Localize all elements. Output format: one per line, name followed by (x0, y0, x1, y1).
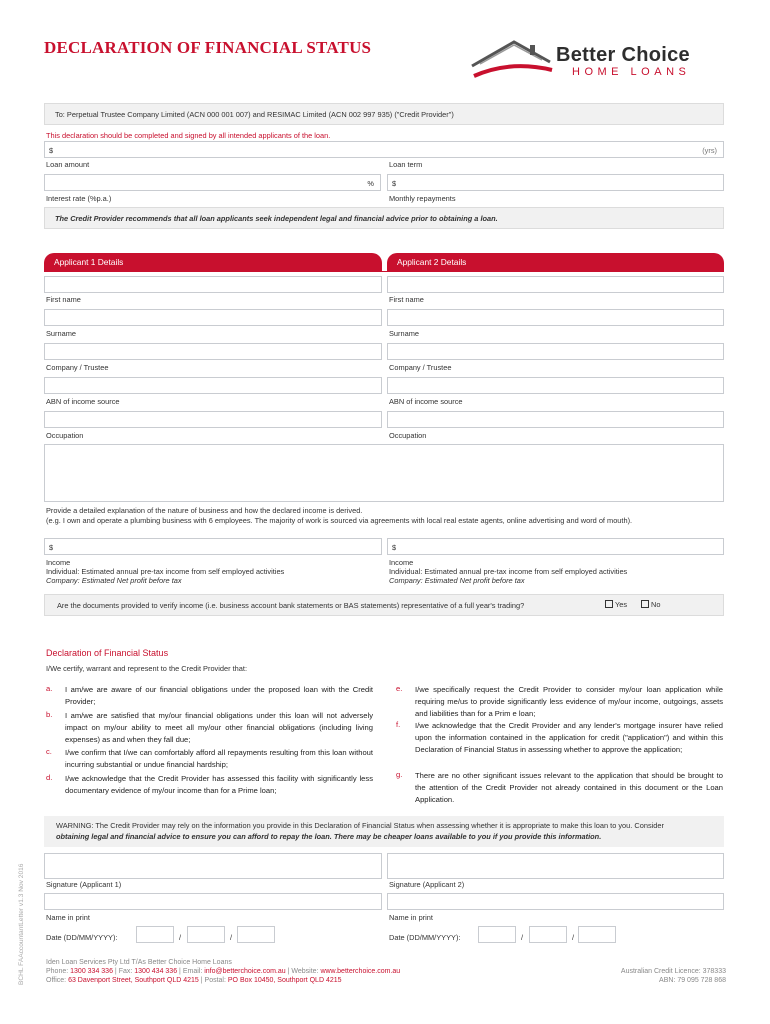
declaration-item-text: I/we confirm that I/we can comfortably afford all repayments resulting from this loan without incurring substantial or undue financial hardship; (65, 748, 373, 769)
a2-signature-input[interactable] (387, 853, 724, 879)
declaration-item-text: I am/we are satisfied that my/our financial obligations under this loan will not adversely impact on my/our ability to meet all my/our other financial obligations (including living expenses) as and when they fall due; (65, 711, 373, 744)
no-checkbox[interactable] (641, 600, 649, 608)
warning-line-2: obtaining legal and financial advice to ensure you can afford to repay the loan. There may be cheaper loans available to you if you provide this information. (56, 832, 602, 841)
a2-abn-label: ABN of income source (389, 397, 463, 406)
monthly-repayments-input[interactable] (387, 174, 724, 191)
loan-term-input[interactable] (387, 142, 723, 157)
a1-occupation-label: Occupation (46, 431, 84, 440)
docs-question: Are the documents provided to verify income (i.e. business account bank statements or BAS statements) representative of a full year's trading? (57, 601, 525, 610)
a1-surname-label: Surname (46, 329, 76, 338)
explanation-instruction: Provide a detailed explanation of the nature of business and how the declared income is derived. (46, 506, 363, 515)
a1-date-year-input[interactable] (237, 926, 275, 943)
declaration-heading: Declaration of Financial Status (46, 648, 169, 658)
footer-company: Iden Loan Services Pty Ltd T/As Better Choice Home Loans (46, 959, 232, 966)
a1-income-label: Income (46, 558, 71, 567)
a2-date-label: Date (DD/MM/YYYY): (389, 933, 461, 942)
a1-date-day-input[interactable] (136, 926, 174, 943)
a1-signature-input[interactable] (44, 853, 382, 879)
logo-main-text: Better Choice (556, 44, 690, 66)
currency-symbol: $ (49, 146, 54, 155)
website-label: Website: (291, 968, 319, 975)
declaration-item-letter: d. (46, 773, 53, 782)
a1-company-input[interactable] (44, 343, 382, 360)
yes-label: Yes (615, 600, 628, 609)
phone-value: 1300 334 336 (70, 968, 113, 975)
phone-label: Phone: (46, 968, 69, 975)
loan-amount-label: Loan amount (46, 160, 90, 169)
declaration-item-text: There are no other significant issues relevant to the application that should be brought to the attention of the Credit Provider not already contained in this document or the Loan Application. (415, 771, 723, 804)
a1-name-print-input[interactable] (44, 893, 382, 910)
a1-surname-input[interactable] (44, 309, 382, 326)
header-divider (44, 271, 724, 272)
postal-label: Postal: (204, 977, 226, 984)
warning-box (44, 816, 724, 847)
a2-income-input[interactable] (387, 538, 724, 555)
a2-income-company: Company: Estimated Net profit before tax (389, 576, 525, 585)
brand-logo (470, 36, 730, 82)
declaration-intro: I/We certify, warrant and represent to the Credit Provider that: (46, 664, 248, 673)
yrs-suffix: (yrs) (702, 146, 717, 155)
a2-date-slash-2: / (572, 933, 575, 942)
to-line-box (44, 103, 724, 125)
loan-term-label: Loan term (389, 160, 423, 169)
applicant2-header: Applicant 2 Details (387, 253, 724, 272)
interest-rate-input[interactable] (44, 174, 381, 191)
a2-signature-label: Signature (Applicant 2) (389, 880, 465, 889)
side-version-text: BCHL FAAccountantLetter v1.3 Nov 2016 (18, 863, 25, 985)
a2-first-name-label: First name (389, 295, 424, 304)
fax-label: Fax: (118, 968, 133, 975)
postal-value: PO Box 10450, Southport QLD 4215 (227, 977, 342, 984)
declaration-item-letter: f. (396, 720, 401, 729)
a1-income-label-block (46, 558, 284, 585)
footer-contact-line: Phone: 1300 334 336 | Fax: 1300 434 336 | Email: info@betterchoice.com.au | Website: www.betterchoice.com.au (46, 968, 401, 975)
house-roof-icon (470, 36, 560, 82)
declaration-item-letter: a. (46, 684, 53, 693)
no-option[interactable] (641, 600, 660, 609)
a2-income-label: Income (389, 558, 414, 567)
repay-currency: $ (392, 179, 397, 188)
a2-company-input[interactable] (387, 343, 724, 360)
logo-sub-text: HOME LOANS (572, 66, 691, 78)
email-label: Email: (182, 968, 203, 975)
a1-income-input[interactable] (44, 538, 382, 555)
a1-occupation-input[interactable] (44, 411, 382, 428)
docs-question-box (44, 594, 724, 616)
explanation-example: (e.g. I own and operate a plumbing business with 6 employees. The majority of work is sourced via agreements with local real estate agents, online advertising and word of mouth). (46, 516, 633, 525)
a1-name-print-label: Name in print (46, 913, 90, 922)
advice-notice: The Credit Provider recommends that all loan applicants seek independent legal and financial advice prior to obtaining a loan. (55, 214, 498, 223)
declaration-item-letter: e. (396, 684, 403, 693)
a2-name-print-input[interactable] (387, 893, 724, 910)
footer-licence: Australian Credit Licence: 378333 (620, 968, 726, 975)
a1-date-label: Date (DD/MM/YYYY): (46, 933, 118, 942)
declaration-item-text: I/we specifically request the Credit Provider to consider my/our loan application while requiring me/us to provide significantly less evidence of my/our income, outgoings, assets and liabilities than for a Prim e loan; (415, 685, 723, 718)
office-value: 63 Davenport Street, Southport QLD 4215 (68, 977, 199, 984)
a1-first-name-input[interactable] (44, 276, 382, 293)
a1-signature-label: Signature (Applicant 1) (46, 880, 122, 889)
a2-occupation-label: Occupation (389, 431, 427, 440)
percent-suffix: % (367, 179, 374, 188)
instruction-text: This declaration should be completed and signed by all intended applicants of the loan. (46, 131, 331, 140)
a2-date-year-input[interactable] (578, 926, 616, 943)
yes-checkbox[interactable] (605, 600, 613, 608)
applicant1-header: Applicant 1 Details (44, 253, 382, 272)
advice-notice-box (44, 207, 724, 229)
a1-company-label: Company / Trustee (46, 363, 109, 372)
page-title: DECLARATION OF FINANCIAL STATUS (44, 38, 372, 57)
a2-first-name-input[interactable] (387, 276, 724, 293)
a2-name-print-label: Name in print (389, 913, 433, 922)
a1-abn-input[interactable] (44, 377, 382, 394)
office-label: Office: (46, 977, 67, 984)
a2-surname-input[interactable] (387, 309, 724, 326)
loan-amount-input[interactable] (45, 142, 385, 157)
declaration-item-letter: c. (46, 747, 52, 756)
email-link[interactable]: info@betterchoice.com.au (204, 968, 286, 975)
declaration-item-text: I am/we are aware of our financial obligations under the proposed loan with the Credit Provider; (65, 685, 373, 706)
footer-address-line: Office: 63 Davenport Street, Southport QLD 4215 | Postal: PO Box 10450, Southport QLD 4215 (46, 977, 342, 984)
a1-income-currency: $ (49, 543, 54, 552)
a2-occupation-input[interactable] (387, 411, 724, 428)
declaration-item-letter: g. (396, 770, 403, 779)
a1-date-slash-2: / (230, 933, 233, 942)
declaration-item-text: I/we acknowledge that the Credit Provider has assessed this facility with significantly less documentary evidence of my/our income than for a Prime loan; (65, 774, 373, 795)
a1-first-name-label: First name (46, 295, 81, 304)
interest-rate-label: Interest rate (%p.a.) (46, 194, 112, 203)
website-link[interactable]: www.betterchoice.com.au (320, 968, 401, 975)
fax-value: 1300 434 336 (134, 968, 178, 975)
business-explanation-textarea[interactable] (44, 444, 724, 502)
footer-contact (46, 958, 400, 985)
a2-abn-input[interactable] (387, 377, 724, 394)
declaration-item-letter: b. (46, 710, 53, 719)
loan-amount-term-row (44, 141, 724, 158)
monthly-repayments-label: Monthly repayments (389, 194, 456, 203)
a1-income-individual: Individual: Estimated annual pre-tax income from self employed activities (46, 567, 285, 576)
a2-surname-label: Surname (389, 329, 419, 338)
footer-licence-block (621, 967, 726, 985)
a1-income-company: Company: Estimated Net profit before tax (46, 576, 182, 585)
a2-date-slash-1: / (521, 933, 524, 942)
warning-line-1: WARNING: The Credit Provider may rely on the information you provide in this Declaration of Financial Status when assessing whether it is appropriate to make this loan to you. Consider (56, 821, 664, 830)
declaration-item-text: I/we acknowledge that the Credit Provider and any lender's mortgage insurer have relied upon the information contained in the application for credit ("application") and within this Declaration of Financial Status in assessing whether to approve the application; (415, 721, 723, 754)
to-line: To: Perpetual Trustee Company Limited (ACN 000 001 007) and RESIMAC Limited (ACN 002 997 935) ("Credit Provider") (55, 110, 454, 119)
a2-income-individual: Individual: Estimated annual pre-tax income from self employed activities (389, 567, 628, 576)
a2-date-month-input[interactable] (529, 926, 567, 943)
footer-abn: ABN: 79 095 728 868 (659, 977, 726, 984)
a2-income-currency: $ (392, 543, 397, 552)
a2-company-label: Company / Trustee (389, 363, 452, 372)
no-label: No (651, 600, 661, 609)
a2-income-label-block (389, 558, 627, 585)
a1-date-month-input[interactable] (187, 926, 225, 943)
a1-abn-label: ABN of income source (46, 397, 120, 406)
yes-option[interactable] (605, 600, 627, 609)
a2-date-day-input[interactable] (478, 926, 516, 943)
a1-date-slash-1: / (179, 933, 182, 942)
